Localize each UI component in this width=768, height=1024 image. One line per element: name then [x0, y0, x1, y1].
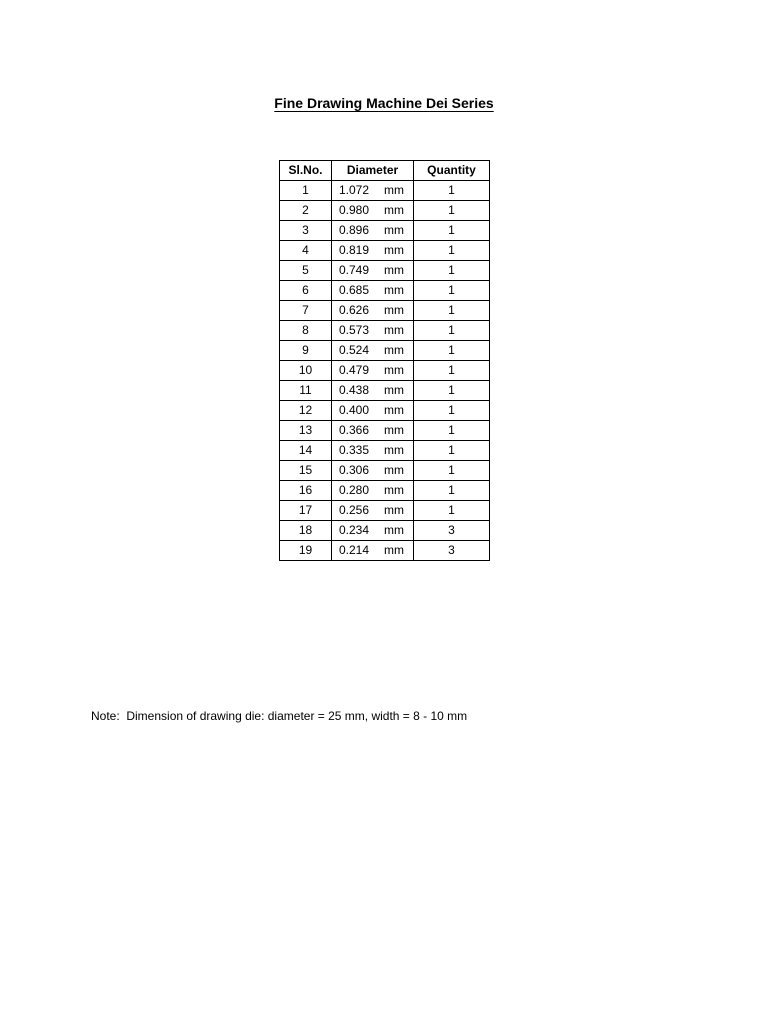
cell-quantity: 3 [414, 521, 490, 541]
cell-diameter [332, 341, 414, 361]
cell-diameter [332, 381, 414, 401]
cell-sl-no: 16 [280, 481, 332, 501]
table-row [280, 301, 490, 321]
diameter-unit: mm [384, 183, 404, 197]
cell-quantity: 1 [414, 481, 490, 501]
header-quantity: Quantity [414, 161, 490, 181]
cell-sl-no: 17 [280, 501, 332, 521]
table-row [280, 401, 490, 421]
table-row [280, 281, 490, 301]
cell-sl-no: 1 [280, 181, 332, 201]
cell-quantity: 1 [414, 361, 490, 381]
table-row [280, 481, 490, 501]
table-row [280, 361, 490, 381]
diameter-unit: mm [384, 243, 404, 257]
cell-quantity: 1 [414, 461, 490, 481]
cell-sl-no: 10 [280, 361, 332, 381]
cell-sl-no: 19 [280, 541, 332, 561]
diameter-unit: mm [384, 203, 404, 217]
cell-sl-no: 12 [280, 401, 332, 421]
diameter-unit: mm [384, 283, 404, 297]
table-row [280, 521, 490, 541]
diameter-unit: mm [384, 303, 404, 317]
table-row [280, 441, 490, 461]
cell-sl-no: 2 [280, 201, 332, 221]
cell-quantity: 3 [414, 541, 490, 561]
die-size-table [279, 160, 490, 561]
cell-diameter [332, 181, 414, 201]
table-header-row [280, 161, 490, 181]
cell-quantity: 1 [414, 501, 490, 521]
table-body [280, 181, 490, 561]
diameter-unit: mm [384, 423, 404, 437]
diameter-value: 0.400 [339, 403, 370, 417]
table-row [280, 381, 490, 401]
table-row [280, 261, 490, 281]
diameter-value: 0.214 [339, 543, 370, 557]
table-row [280, 541, 490, 561]
cell-sl-no: 11 [280, 381, 332, 401]
cell-diameter [332, 461, 414, 481]
diameter-value: 0.626 [339, 303, 370, 317]
cell-diameter [332, 301, 414, 321]
cell-diameter [332, 241, 414, 261]
cell-diameter [332, 541, 414, 561]
cell-quantity: 1 [414, 421, 490, 441]
cell-diameter [332, 281, 414, 301]
diameter-value: 0.438 [339, 383, 370, 397]
cell-diameter [332, 441, 414, 461]
diameter-value: 0.280 [339, 483, 370, 497]
diameter-unit: mm [384, 403, 404, 417]
cell-sl-no: 5 [280, 261, 332, 281]
diameter-unit: mm [384, 223, 404, 237]
diameter-unit: mm [384, 323, 404, 337]
cell-quantity: 1 [414, 441, 490, 461]
diameter-unit: mm [384, 263, 404, 277]
diameter-value: 0.335 [339, 443, 370, 457]
cell-sl-no: 4 [280, 241, 332, 261]
cell-diameter [332, 501, 414, 521]
diameter-unit: mm [384, 383, 404, 397]
diameter-unit: mm [384, 363, 404, 377]
cell-quantity: 1 [414, 301, 490, 321]
diameter-value: 0.573 [339, 323, 370, 337]
cell-quantity: 1 [414, 221, 490, 241]
table-row [280, 341, 490, 361]
note-text: Note: Dimension of drawing die: diameter = 25 mm, width = 8 - 10 mm [91, 709, 468, 723]
diameter-unit: mm [384, 523, 404, 537]
diameter-value: 0.980 [339, 203, 370, 217]
cell-quantity: 1 [414, 241, 490, 261]
cell-diameter [332, 321, 414, 341]
cell-sl-no: 8 [280, 321, 332, 341]
diameter-value: 0.479 [339, 363, 370, 377]
cell-sl-no: 6 [280, 281, 332, 301]
cell-quantity: 1 [414, 321, 490, 341]
cell-quantity: 1 [414, 201, 490, 221]
cell-diameter [332, 401, 414, 421]
cell-diameter [332, 481, 414, 501]
table-row [280, 421, 490, 441]
cell-diameter [332, 421, 414, 441]
diameter-value: 0.749 [339, 263, 370, 277]
diameter-unit: mm [384, 503, 404, 517]
table-row [280, 321, 490, 341]
diameter-unit: mm [384, 483, 404, 497]
cell-sl-no: 9 [280, 341, 332, 361]
table-row [280, 241, 490, 261]
cell-diameter [332, 361, 414, 381]
cell-quantity: 1 [414, 341, 490, 361]
cell-diameter [332, 521, 414, 541]
cell-quantity: 1 [414, 381, 490, 401]
cell-quantity: 1 [414, 281, 490, 301]
cell-sl-no: 13 [280, 421, 332, 441]
table-row [280, 501, 490, 521]
cell-diameter [332, 261, 414, 281]
page-title-text: Fine Drawing Machine Dei Series [274, 95, 494, 111]
cell-sl-no: 7 [280, 301, 332, 321]
cell-sl-no: 15 [280, 461, 332, 481]
header-diameter: Diameter [332, 161, 414, 181]
cell-quantity: 1 [414, 181, 490, 201]
page-title [0, 93, 768, 113]
diameter-unit: mm [384, 443, 404, 457]
cell-sl-no: 18 [280, 521, 332, 541]
diameter-value: 1.072 [339, 183, 370, 197]
diameter-value: 0.685 [339, 283, 370, 297]
diameter-value: 0.234 [339, 523, 370, 537]
table-row [280, 201, 490, 221]
diameter-unit: mm [384, 463, 404, 477]
cell-quantity: 1 [414, 261, 490, 281]
table-row [280, 461, 490, 481]
diameter-unit: mm [384, 343, 404, 357]
diameter-value: 0.366 [339, 423, 370, 437]
cell-diameter [332, 201, 414, 221]
diameter-value: 0.306 [339, 463, 370, 477]
diameter-value: 0.256 [339, 503, 370, 517]
table-row [280, 181, 490, 201]
cell-sl-no: 3 [280, 221, 332, 241]
cell-sl-no: 14 [280, 441, 332, 461]
diameter-unit: mm [384, 543, 404, 557]
diameter-value: 0.524 [339, 343, 370, 357]
table-row [280, 221, 490, 241]
header-sl-no: Sl.No. [280, 161, 332, 181]
cell-quantity: 1 [414, 401, 490, 421]
cell-diameter [332, 221, 414, 241]
diameter-value: 0.819 [339, 243, 370, 257]
diameter-value: 0.896 [339, 223, 370, 237]
